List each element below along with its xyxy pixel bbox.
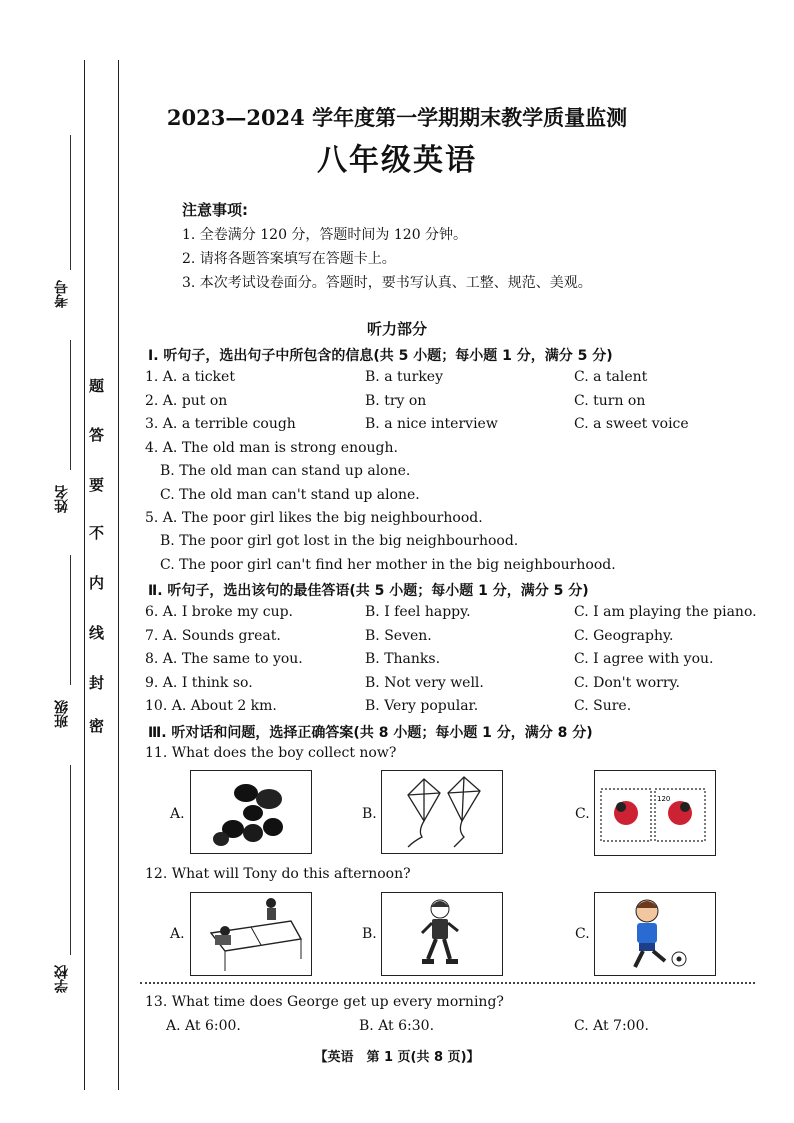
school-blank [70, 765, 71, 955]
seal-char: 线 [87, 625, 105, 640]
option-c[interactable]: C. At 7:00. [574, 1018, 649, 1034]
seal-char: 密 [87, 718, 105, 733]
option-c-picture[interactable] [594, 770, 716, 856]
page-footer: 【英语 第 1 页(共 8 页)】 [314, 1050, 480, 1065]
school-label: 学校 [54, 965, 70, 993]
question-4-c[interactable]: C. The old man can't stand up alone. [160, 487, 420, 503]
notes-heading: 注意事项: [182, 201, 248, 219]
option-a-picture[interactable] [190, 892, 312, 976]
question-4-b[interactable]: B. The old man can stand up alone. [160, 463, 411, 479]
exam-number-label: 考号 [54, 280, 70, 308]
option-c[interactable]: C. I am playing the piano. [574, 604, 757, 620]
option-a[interactable]: 2. A. put on [145, 393, 228, 409]
option-b[interactable]: B. Seven. [365, 628, 432, 644]
option-a-label[interactable]: A. [170, 806, 185, 822]
option-a[interactable]: 9. A. I think so. [145, 675, 253, 691]
question-4-a[interactable]: 4. A. The old man is strong enough. [145, 440, 398, 456]
margin-line-outer [84, 60, 85, 1090]
option-a-label[interactable]: A. [170, 926, 185, 942]
seal-char: 内 [87, 575, 105, 590]
stamps-icon [595, 771, 715, 855]
note-item: 2. 请将各题答案填写在答题卡上。 [182, 251, 396, 267]
option-a[interactable]: 10. A. About 2 km. [145, 698, 277, 714]
option-c[interactable]: C. I agree with you. [574, 651, 714, 667]
option-c-label[interactable]: C. [575, 926, 590, 942]
option-b[interactable]: B. try on [365, 393, 427, 409]
option-c[interactable]: C. a talent [574, 369, 648, 385]
part3-heading: Ⅲ. 听对话和问题，选择正确答案(共 8 小题；每小题 1 分，满分 8 分) [148, 725, 593, 741]
option-b[interactable]: B. a nice interview [365, 416, 498, 432]
table-tennis-icon [191, 893, 311, 975]
option-b-picture[interactable] [381, 892, 503, 976]
option-c-label[interactable]: C. [575, 806, 590, 822]
option-a-picture[interactable] [190, 770, 312, 854]
option-a[interactable]: 8. A. The same to you. [145, 651, 303, 667]
option-b[interactable]: B. Thanks. [365, 651, 441, 667]
question-5-a[interactable]: 5. A. The poor girl likes the big neighbourhood. [145, 510, 483, 526]
stamp-value-text: 120 [657, 795, 671, 803]
name-blank [70, 340, 71, 470]
option-b[interactable]: B. I feel happy. [365, 604, 471, 620]
question-13-stem: 13. What time does George get up every morning? [145, 994, 504, 1010]
football-icon [595, 893, 715, 975]
name-label: 姓名 [54, 485, 70, 513]
question-12-stem: 12. What will Tony do this afternoon? [145, 866, 411, 882]
seal-char: 题 [87, 378, 105, 393]
roller-skating-icon [382, 893, 502, 975]
option-b-label[interactable]: B. [362, 806, 377, 822]
option-c[interactable]: C. Sure. [574, 698, 632, 714]
option-b[interactable]: B. Not very well. [365, 675, 484, 691]
option-a[interactable]: 1. A. a ticket [145, 369, 235, 385]
question-5-c[interactable]: C. The poor girl can't find her mother in the big neighbourhood. [160, 557, 616, 573]
seal-char: 答 [87, 427, 105, 442]
chestnuts-icon [191, 771, 311, 853]
part1-heading: Ⅰ. 听句子，选出句子中所包含的信息(共 5 小题；每小题 1 分，满分 5 分) [148, 348, 613, 364]
exam-title: 2023—2024 学年度第一学期期末教学质量监测 [166, 105, 628, 130]
option-a[interactable]: 7. A. Sounds great. [145, 628, 281, 644]
question-11-stem: 11. What does the boy collect now? [145, 745, 397, 761]
question-5-b[interactable]: B. The poor girl got lost in the big neighbourhood. [160, 533, 519, 549]
class-blank [70, 555, 71, 685]
seal-char: 不 [87, 525, 105, 540]
option-c[interactable]: C. turn on [574, 393, 646, 409]
section-title: 听力部分 [366, 320, 427, 338]
option-c[interactable]: C. Geography. [574, 628, 674, 644]
option-b[interactable]: B. At 6:30. [359, 1018, 435, 1034]
divider [140, 982, 755, 984]
option-c-picture[interactable] [594, 892, 716, 976]
exam-subtitle: 八年级英语 [317, 143, 477, 178]
option-a[interactable]: 3. A. a terrible cough [145, 416, 296, 432]
kites-icon [382, 771, 502, 853]
option-a[interactable]: A. At 6:00. [166, 1018, 241, 1034]
margin-line-inner [118, 60, 119, 1090]
option-a[interactable]: 6. A. I broke my cup. [145, 604, 294, 620]
option-b[interactable]: B. a turkey [365, 369, 443, 385]
seal-char: 要 [87, 477, 105, 492]
seal-char: 封 [87, 675, 105, 690]
class-label: 班级 [54, 700, 70, 728]
option-b-picture[interactable] [381, 770, 503, 854]
note-item: 1. 全卷满分 120 分，答题时间为 120 分钟。 [182, 227, 468, 243]
option-c[interactable]: C. a sweet voice [574, 416, 689, 432]
part2-heading: Ⅱ. 听句子，选出该句的最佳答语(共 5 小题；每小题 1 分，满分 5 分) [148, 583, 589, 599]
option-c[interactable]: C. Don't worry. [574, 675, 681, 691]
option-b-label[interactable]: B. [362, 926, 377, 942]
option-b[interactable]: B. Very popular. [365, 698, 479, 714]
note-item: 3. 本次考试设卷面分。答题时，要书写认真、工整、规范、美观。 [182, 275, 592, 291]
